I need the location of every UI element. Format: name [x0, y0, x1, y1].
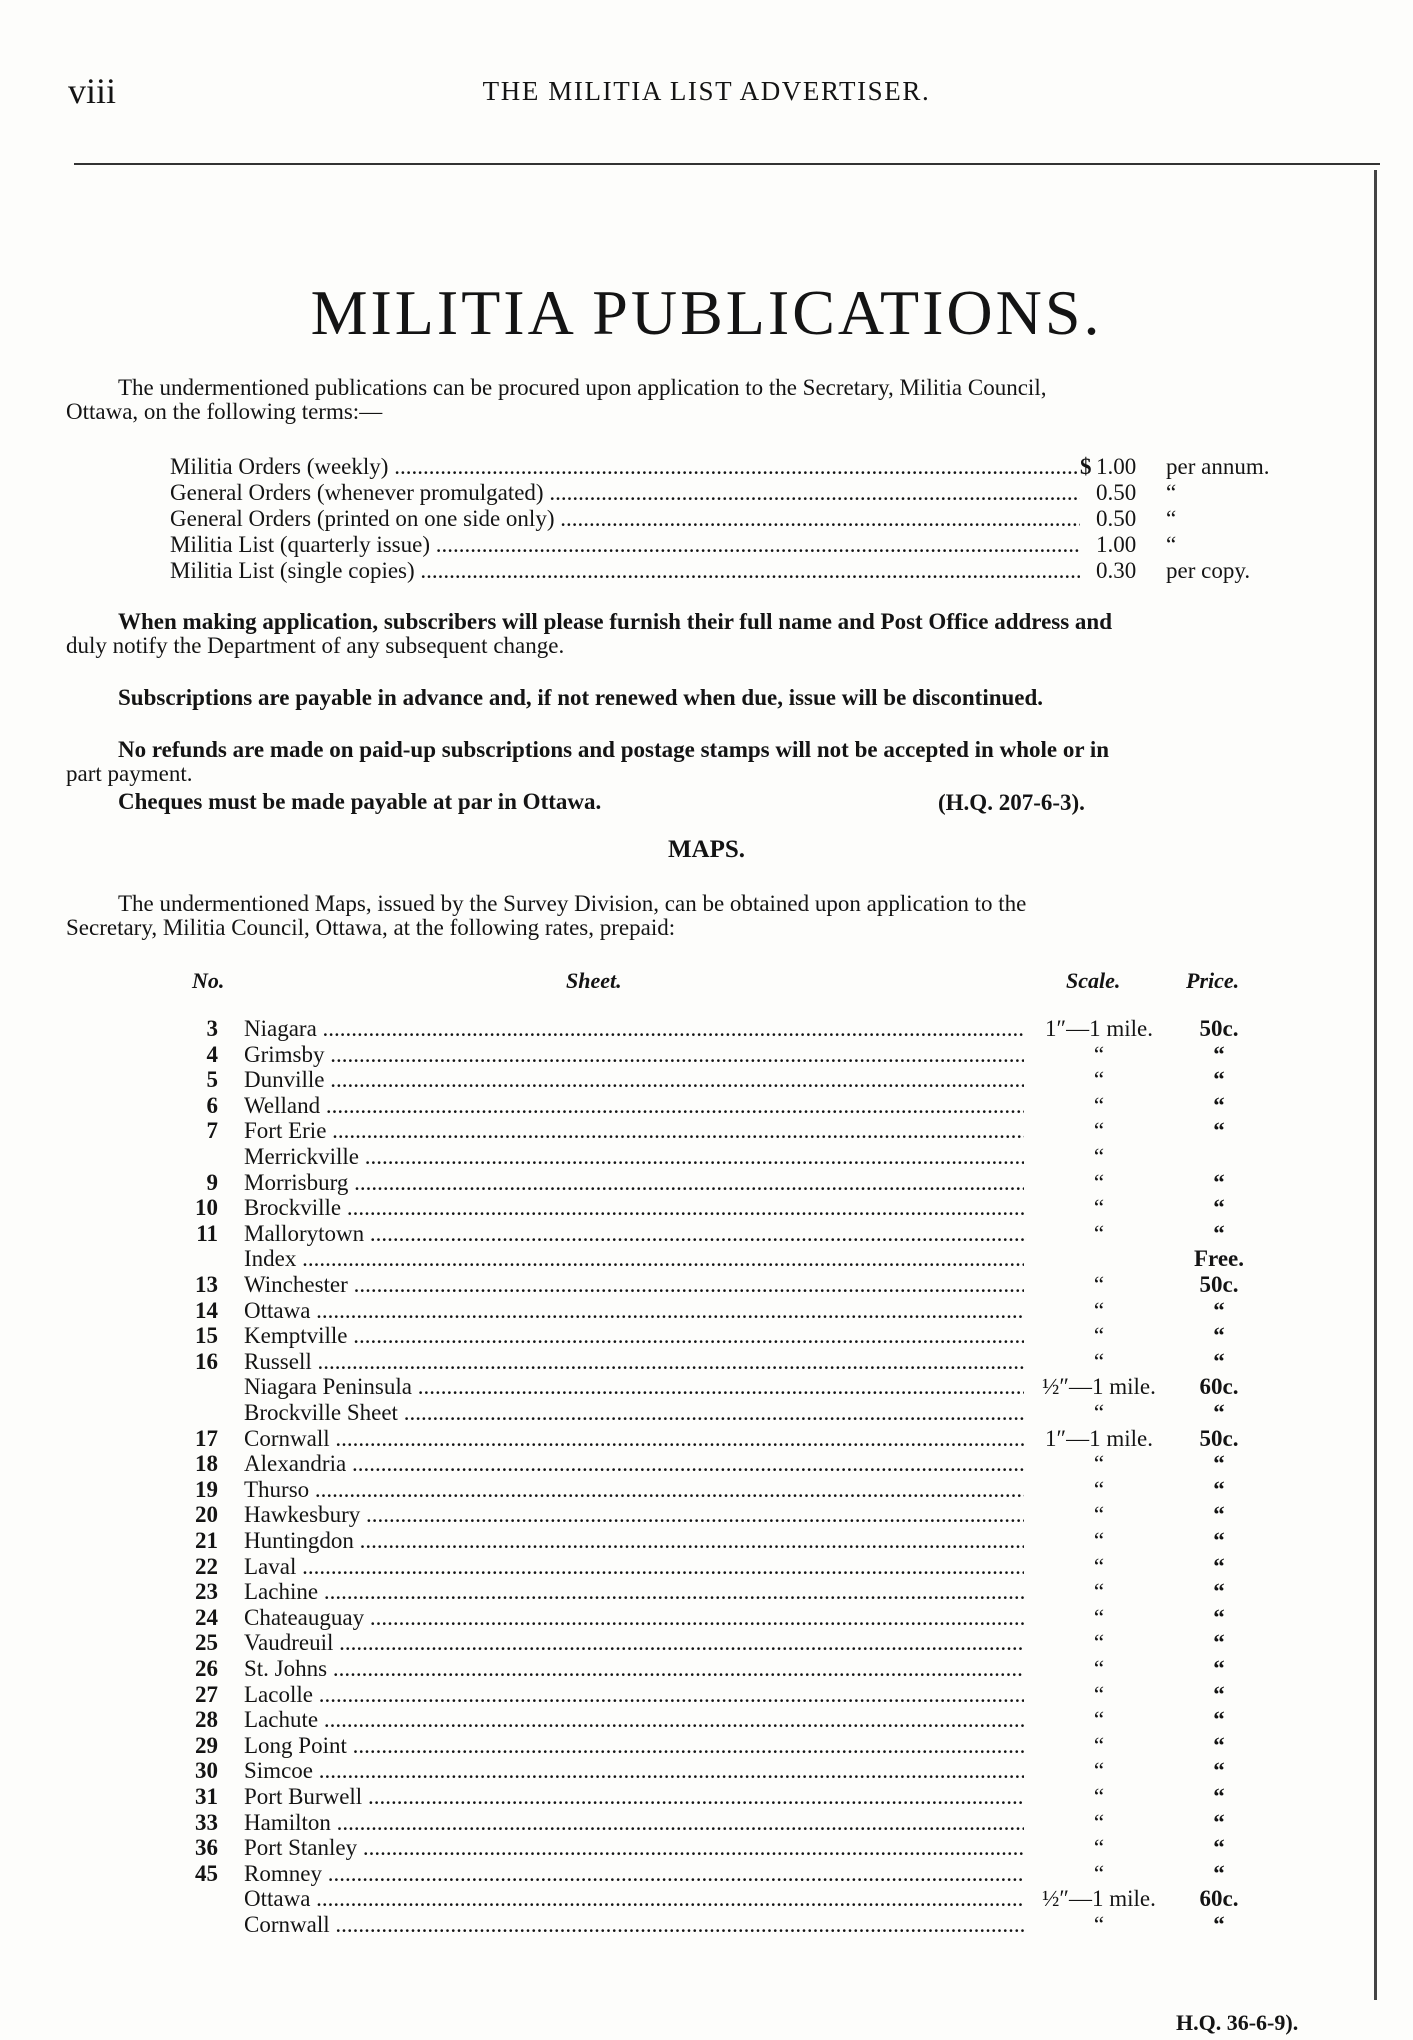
terms-row [170, 506, 1320, 532]
table-row [180, 1093, 1280, 1118]
intro-line-2: Ottawa, on the following terms:— [66, 399, 383, 424]
map-sheet: Kemptville ..... [244, 1323, 1024, 1349]
term-unit: “ [1166, 506, 1177, 531]
map-scale: “ [1093, 1221, 1105, 1246]
intro-line-1: The undermentioned publications can be procured upon application to the Secretary, Militia Council, [118, 375, 1047, 400]
map-scale: “ [1093, 1093, 1105, 1118]
map-scale: “ [1093, 1042, 1105, 1067]
map-sheet: Lachine ..... [244, 1579, 1024, 1605]
map-price: “ [1213, 1093, 1225, 1118]
map-number: 26 [195, 1656, 218, 1681]
map-sheet: Russell ..... [244, 1349, 1024, 1375]
map-scale: “ [1093, 1810, 1105, 1835]
map-scale: “ [1093, 1758, 1105, 1783]
map-number: 28 [195, 1707, 218, 1732]
map-sheet: Long Point ..... [244, 1733, 1024, 1759]
map-price: “ [1213, 1477, 1225, 1502]
map-price: “ [1213, 1810, 1225, 1835]
map-number: 33 [195, 1810, 218, 1835]
map-price: “ [1213, 1170, 1225, 1195]
map-sheet: Niagara Peninsula ..... [244, 1374, 1024, 1400]
cheques-paragraph [66, 790, 1384, 814]
map-scale: “ [1093, 1144, 1105, 1169]
map-number: 5 [206, 1067, 218, 1092]
map-price: “ [1213, 1605, 1225, 1630]
refunds-line-2: part payment. [66, 761, 193, 786]
map-price: “ [1213, 1656, 1225, 1681]
term-label: General Orders (whenever promulgated) ..... [170, 480, 1080, 506]
map-number: 10 [195, 1195, 218, 1220]
map-scale: “ [1093, 1349, 1105, 1374]
table-row [180, 1067, 1280, 1092]
map-number: 4 [206, 1042, 218, 1067]
map-scale: 1″—1 mile. [1045, 1426, 1153, 1451]
map-number: 20 [195, 1502, 218, 1527]
map-number: 17 [195, 1426, 218, 1451]
column-header-price: Price. [1186, 968, 1240, 993]
map-price: “ [1213, 1835, 1225, 1860]
map-price: 50c. [1199, 1016, 1239, 1041]
map-scale: ½″—1 mile. [1042, 1886, 1156, 1911]
page-edge-line [1374, 170, 1377, 2000]
map-price: “ [1213, 1067, 1225, 1092]
map-price: “ [1213, 1502, 1225, 1527]
map-number: 23 [195, 1579, 218, 1604]
column-header-sheet: Sheet. [566, 968, 622, 993]
map-scale: ½″—1 mile. [1042, 1374, 1156, 1399]
map-sheet: Chateauguay ..... [244, 1605, 1024, 1631]
map-scale: “ [1093, 1554, 1105, 1579]
table-row [180, 1758, 1280, 1783]
term-label: Militia Orders (weekly) ..... [170, 454, 1080, 480]
map-sheet: Huntingdon ..... [244, 1528, 1024, 1554]
table-row [180, 1144, 1280, 1169]
maps-intro-line-1: The undermentioned Maps, issued by the Survey Division, can be obtained upon application to the [118, 891, 1027, 916]
map-number: 18 [195, 1451, 218, 1476]
map-sheet: Brockville Sheet ..... [244, 1400, 1024, 1426]
table-row [180, 1170, 1280, 1195]
page-title: MILITIA PUBLICATIONS. [310, 277, 1103, 348]
map-sheet: Fort Erie ..... [244, 1118, 1024, 1144]
map-number: 30 [195, 1758, 218, 1783]
map-number: 3 [206, 1016, 218, 1041]
map-scale: “ [1093, 1835, 1105, 1860]
table-row [180, 1886, 1280, 1911]
map-sheet: Ottawa ..... [244, 1886, 1024, 1912]
map-price: “ [1213, 1630, 1225, 1655]
map-sheet: Morrisburg ..... [244, 1170, 1024, 1196]
term-amount: 1.00 [1096, 532, 1137, 557]
maps-intro-paragraph [66, 892, 1384, 940]
table-row [180, 1579, 1280, 1604]
map-price: “ [1213, 1195, 1225, 1220]
map-number: 45 [195, 1861, 218, 1886]
map-number: 22 [195, 1554, 218, 1579]
term-unit: per annum. [1166, 454, 1270, 479]
map-sheet: Lachute ..... [244, 1707, 1024, 1733]
map-scale: “ [1093, 1784, 1105, 1809]
map-number: 11 [196, 1221, 218, 1246]
intro-paragraph [66, 376, 1384, 424]
map-number: 7 [206, 1118, 218, 1143]
map-price: “ [1213, 1528, 1225, 1553]
map-scale: “ [1093, 1707, 1105, 1732]
map-price: “ [1213, 1784, 1225, 1809]
terms-row [170, 454, 1320, 480]
map-sheet: Romney ..... [244, 1861, 1024, 1887]
table-row [180, 1861, 1280, 1886]
table-row [180, 1554, 1280, 1579]
map-number: 6 [206, 1093, 218, 1118]
table-row [180, 1349, 1280, 1374]
map-scale: “ [1093, 1323, 1105, 1348]
table-row [180, 1912, 1280, 1937]
map-sheet: Lacolle ..... [244, 1682, 1024, 1708]
footer-reference: H.Q. 36-6-9). [1176, 2010, 1299, 2035]
column-header-scale: Scale. [1066, 968, 1121, 993]
map-sheet: Index ..... [244, 1246, 1024, 1272]
map-number: 36 [195, 1835, 218, 1860]
term-unit: per copy. [1166, 558, 1251, 583]
map-number: 21 [195, 1528, 218, 1553]
subscriptions-paragraph [66, 686, 1384, 710]
table-row [180, 1451, 1280, 1476]
map-scale: “ [1093, 1067, 1105, 1092]
application-line-2: duly notify the Department of any subsequent change. [66, 633, 565, 658]
map-price: “ [1213, 1682, 1225, 1707]
map-price: “ [1213, 1221, 1225, 1246]
map-price: “ [1213, 1298, 1225, 1323]
map-price: “ [1213, 1733, 1225, 1758]
map-scale: “ [1093, 1912, 1105, 1937]
map-sheet: Cornwall ..... [244, 1426, 1024, 1452]
map-scale: “ [1093, 1861, 1105, 1886]
map-number: 25 [195, 1630, 218, 1655]
table-row [180, 1707, 1280, 1732]
table-row [180, 1630, 1280, 1655]
term-amount: 0.50 [1096, 480, 1137, 505]
map-price: “ [1213, 1758, 1225, 1783]
terms-row [170, 480, 1320, 506]
map-number: 19 [195, 1477, 218, 1502]
table-row [180, 1810, 1280, 1835]
map-sheet: Ottawa ..... [244, 1298, 1024, 1324]
map-sheet: Port Burwell ..... [244, 1784, 1024, 1810]
map-sheet: Welland ..... [244, 1093, 1024, 1119]
map-sheet: Niagara ..... [244, 1016, 1024, 1042]
term-currency: $ [1080, 454, 1092, 479]
refunds-paragraph [66, 738, 1384, 786]
map-number: 16 [195, 1349, 218, 1374]
map-scale: “ [1093, 1630, 1105, 1655]
maps-title: MAPS. [667, 836, 746, 863]
table-row [180, 1733, 1280, 1758]
term-label: General Orders (printed on one side only) ..... [170, 506, 1080, 532]
map-sheet: St. Johns ..... [244, 1656, 1024, 1682]
table-row [180, 1298, 1280, 1323]
table-row [180, 1016, 1280, 1041]
map-number: 14 [195, 1298, 218, 1323]
map-scale: “ [1093, 1528, 1105, 1553]
maps-intro-line-2: Secretary, Militia Council, Ottawa, at the following rates, prepaid: [66, 915, 676, 940]
map-number: 31 [195, 1784, 218, 1809]
map-price: “ [1213, 1042, 1225, 1067]
map-sheet: Dunville ..... [244, 1067, 1024, 1093]
map-sheet: Port Stanley ..... [244, 1835, 1024, 1861]
application-line-1: When making application, subscribers will please furnish their full name and Post Office address and [118, 609, 1113, 634]
map-scale: “ [1093, 1656, 1105, 1681]
table-row [180, 1835, 1280, 1860]
map-price: “ [1213, 1349, 1225, 1374]
map-price: 50c. [1199, 1426, 1239, 1451]
map-sheet: Winchester ..... [244, 1272, 1024, 1298]
cheques-reference: (H.Q. 207-6-3). [938, 790, 1085, 815]
map-price: “ [1213, 1451, 1225, 1476]
table-row [180, 1528, 1280, 1553]
map-sheet: Vaudreuil ..... [244, 1630, 1024, 1656]
map-price: “ [1213, 1861, 1225, 1886]
map-scale: “ [1093, 1682, 1105, 1707]
table-row [180, 1605, 1280, 1630]
map-sheet: Cornwall ..... [244, 1912, 1024, 1938]
map-scale: “ [1093, 1170, 1105, 1195]
term-label: Militia List (single copies) ..... [170, 558, 1080, 584]
map-scale: “ [1093, 1477, 1105, 1502]
map-sheet: Laval ..... [244, 1554, 1024, 1580]
map-sheet: Grimsby ..... [244, 1042, 1024, 1068]
map-price: 50c. [1199, 1272, 1239, 1297]
map-number: 24 [195, 1605, 218, 1630]
table-row [180, 1272, 1280, 1297]
term-unit: “ [1166, 480, 1177, 505]
map-number: 13 [195, 1272, 218, 1297]
map-sheet: Hamilton ..... [244, 1810, 1024, 1836]
terms-row [170, 558, 1320, 584]
map-price: 60c. [1199, 1886, 1239, 1911]
running-header: THE MILITIA LIST ADVERTISER. [482, 76, 931, 106]
table-row [180, 1682, 1280, 1707]
table-row [180, 1374, 1280, 1399]
table-row [180, 1400, 1280, 1425]
header-rule [74, 163, 1380, 165]
map-scale: “ [1093, 1118, 1105, 1143]
map-price: “ [1213, 1579, 1225, 1604]
map-scale: “ [1093, 1733, 1105, 1758]
table-row [180, 1042, 1280, 1067]
map-price: “ [1213, 1707, 1225, 1732]
map-price: “ [1213, 1912, 1225, 1937]
table-row [180, 1246, 1280, 1271]
map-number: 15 [195, 1323, 218, 1348]
map-scale: “ [1093, 1579, 1105, 1604]
table-row [180, 1323, 1280, 1348]
term-amount: 1.00 [1096, 454, 1137, 479]
terms-list [170, 454, 1320, 584]
table-row [180, 1221, 1280, 1246]
map-sheet: Thurso ..... [244, 1477, 1024, 1503]
table-row [180, 1118, 1280, 1143]
term-unit: “ [1166, 532, 1177, 557]
map-price: “ [1213, 1323, 1225, 1348]
map-sheet: Alexandria ..... [244, 1451, 1024, 1477]
table-row [180, 1426, 1280, 1451]
map-price: 60c. [1199, 1374, 1239, 1399]
map-scale: “ [1093, 1272, 1105, 1297]
map-number: 27 [195, 1682, 218, 1707]
map-sheet: Hawkesbury ..... [244, 1502, 1024, 1528]
map-scale: “ [1093, 1298, 1105, 1323]
term-amount: 0.30 [1096, 558, 1137, 583]
map-sheet: Simcoe ..... [244, 1758, 1024, 1784]
map-number: 29 [195, 1733, 218, 1758]
map-price: Free. [1193, 1246, 1244, 1271]
term-amount: 0.50 [1096, 506, 1137, 531]
table-row [180, 1195, 1280, 1220]
term-label: Militia List (quarterly issue) ..... [170, 532, 1080, 558]
subscriptions-line: Subscriptions are payable in advance and, if not renewed when due, issue will be discontinued. [118, 685, 1044, 710]
page-number: viii [68, 71, 117, 111]
map-sheet: Mallorytown ..... [244, 1221, 1024, 1247]
map-price: “ [1213, 1400, 1225, 1425]
map-scale: “ [1093, 1195, 1105, 1220]
table-row [180, 1502, 1280, 1527]
map-scale: “ [1093, 1400, 1105, 1425]
map-scale: “ [1093, 1605, 1105, 1630]
application-paragraph [66, 610, 1384, 658]
map-sheet: Brockville ..... [244, 1195, 1024, 1221]
cheques-line: Cheques must be made payable at par in Ottawa. [118, 789, 602, 814]
map-scale: “ [1093, 1451, 1105, 1476]
map-scale: 1″—1 mile. [1045, 1016, 1153, 1041]
map-scale: “ [1093, 1502, 1105, 1527]
terms-row [170, 532, 1320, 558]
map-sheet: Merrickville ..... [244, 1144, 1024, 1170]
map-price: “ [1213, 1554, 1225, 1579]
refunds-line-1: No refunds are made on paid-up subscriptions and postage stamps will not be accepted in whole or in [118, 737, 1110, 762]
map-number: 9 [206, 1170, 218, 1195]
table-row [180, 1784, 1280, 1809]
table-row [180, 1477, 1280, 1502]
column-header-no: No. [192, 968, 225, 993]
table-row [180, 1656, 1280, 1681]
map-price: “ [1213, 1118, 1225, 1143]
